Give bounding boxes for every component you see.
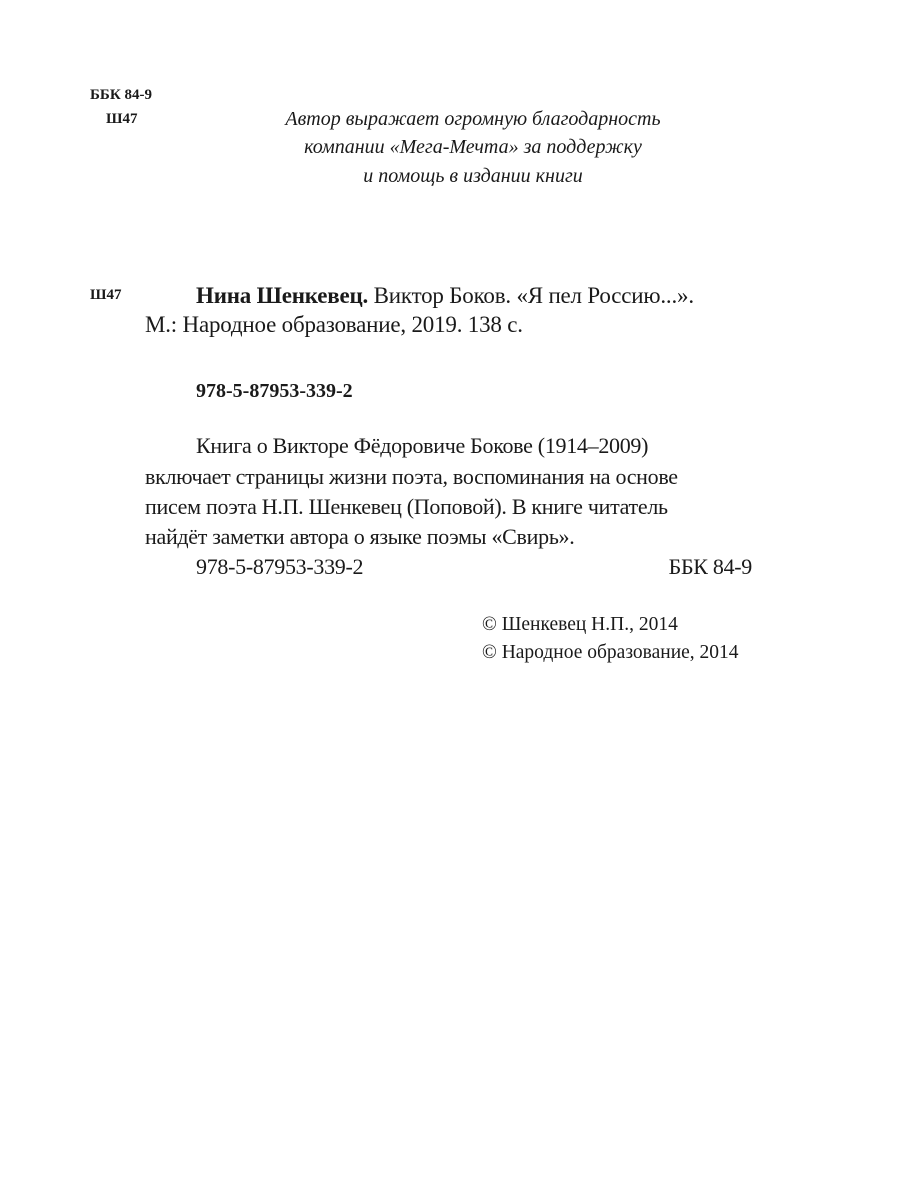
footer-bbk: ББК 84-9 (668, 554, 752, 579)
citation-author: Нина Шенкевец. (196, 283, 369, 308)
citation-code: Ш47 (90, 287, 122, 303)
isbn: 978-5-87953-339-2 (196, 380, 353, 402)
author-code: Ш47 (106, 111, 138, 127)
annotation-line: Книга о Викторе Фёдоровиче Бокове (1914–2009) (196, 433, 649, 458)
citation-title: Виктор Боков. «Я пел Россию...». (373, 283, 694, 308)
dedication-line: Автор выражает огромную благодарность (285, 108, 661, 130)
copyright-line: © Шенкевец Н.П., 2014 (482, 614, 678, 635)
citation-imprint: М.: Народное образование, 2019. 138 с. (145, 312, 523, 337)
bbk-code: ББК 84-9 (90, 87, 152, 103)
annotation-line: включает страницы жизни поэта, воспоминания на основе (145, 464, 678, 489)
annotation-line: найдёт заметки автора о языке поэмы «Свирь». (145, 524, 575, 549)
dedication-line: компании «Мега-Мечта» за поддержку (304, 136, 642, 158)
dedication-line: и помощь в издании книги (363, 165, 583, 187)
copyright-line: © Народное образование, 2014 (482, 642, 739, 663)
annotation-line: писем поэта Н.П. Шенкевец (Поповой). В книге читатель (145, 494, 668, 519)
footer-isbn: 978-5-87953-339-2 (196, 554, 364, 579)
citation-line (196, 284, 694, 307)
